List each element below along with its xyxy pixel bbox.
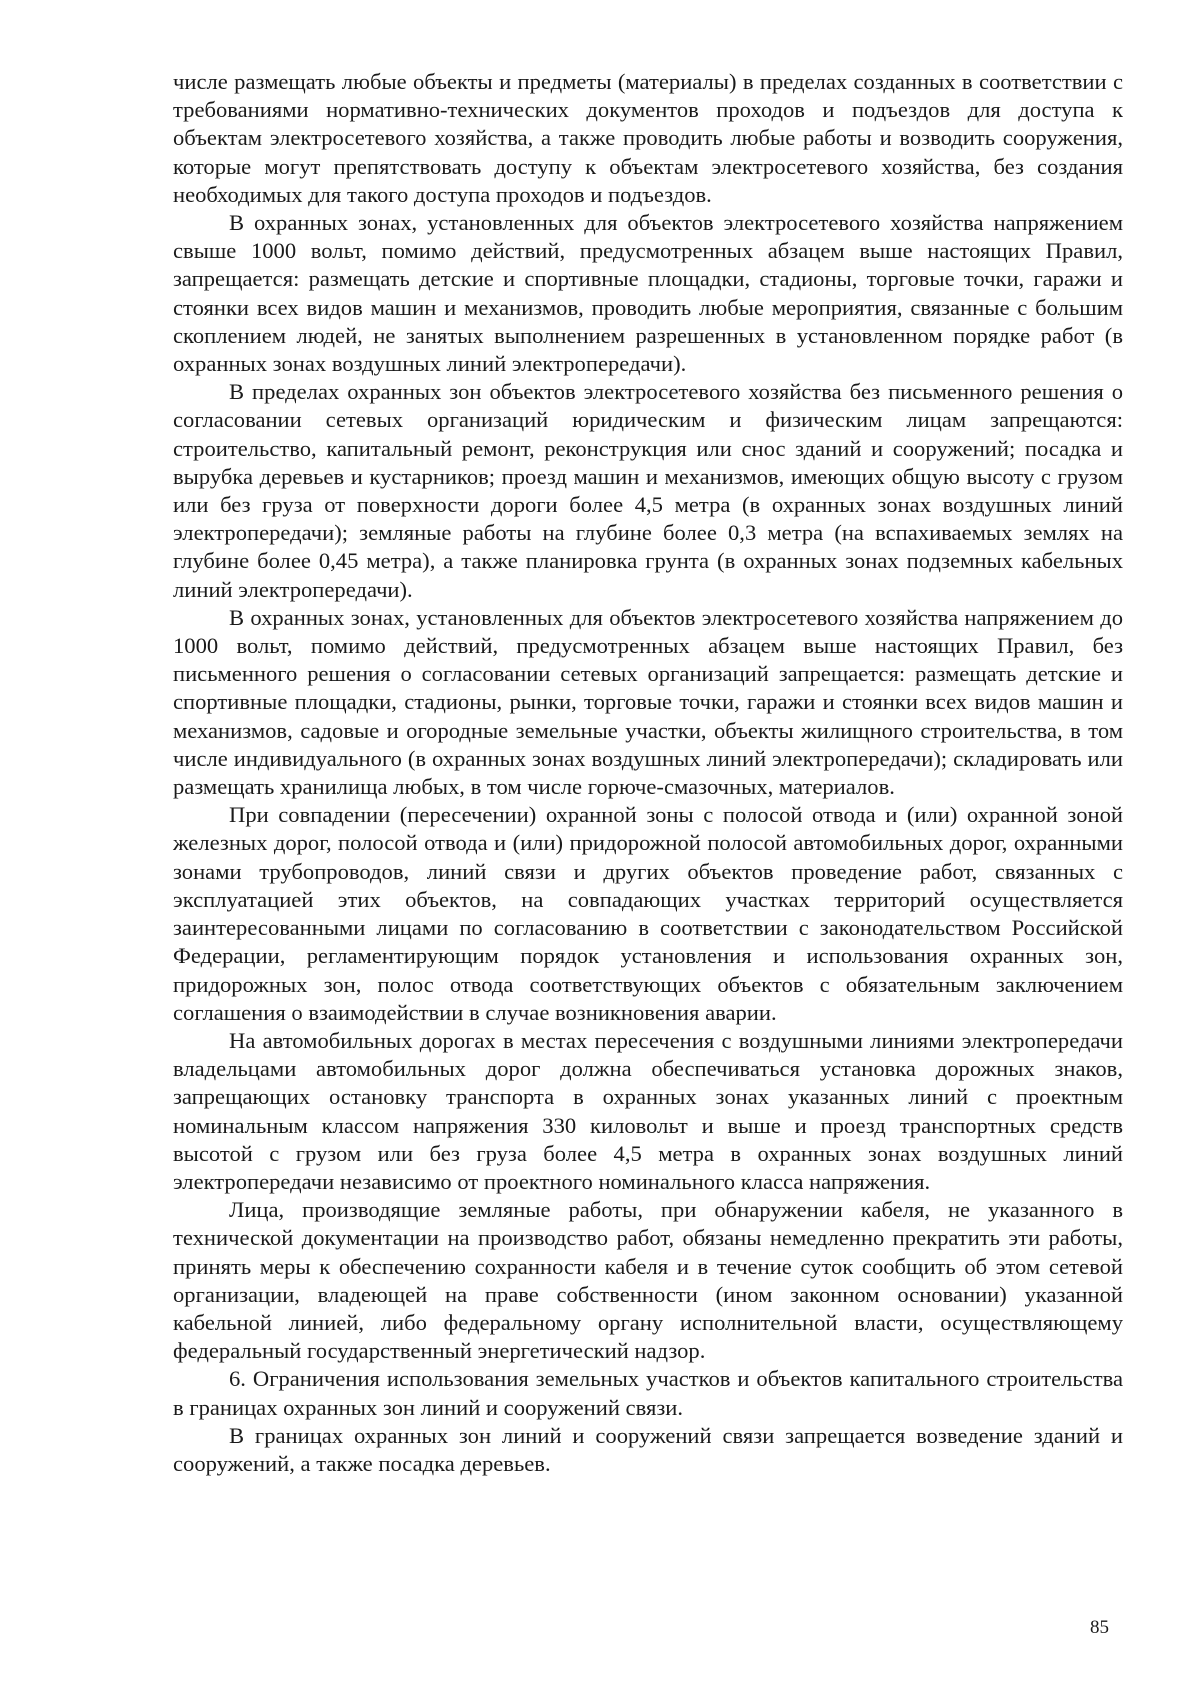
section-heading-communication-lines: 6. Ограничения использования земельных участков и объектов капитального строительства в границах охранных зон линий и сооружений связи. <box>173 1366 1123 1420</box>
paragraph-earthworks-cable: Лица, производящие земляные работы, при обнаружении кабеля, не указанного в технической документации на производство работ, обязаны немедленно прекратить эти работы, принять меры к обеспечению сохранности кабеля и в течение суток сообщить об этом сетевой организации, владеющей на праве собственности (ином законном основании) указанной кабельной линией, либо федеральному органу исполнительной власти, осуществляющему федеральный государственный энергетический надзор. <box>173 1197 1123 1364</box>
paragraph-zone-intersection: При совпадении (пересечении) охранной зоны с полосой отвода и (или) охранной зоной железных дорог, полосой отвода и (или) придорожной полосой автомобильных дорог, охранными зонами трубопроводов, линий связи и других объектов проведение работ, связанных с эксплуатацией этих объектов, на совпадающих участках территорий осуществляется заинтересованными лицами по согласованию в соответствии с законодательством Российской Федерации, регламентирующим порядок установления и использования охранных зон, придорожных зон, полос отвода соответствующих объектов с обязательным заключением соглашения о взаимодействии в случае возникновения аварии. <box>173 802 1123 1025</box>
page-number: 85 <box>1090 1617 1109 1638</box>
paragraph-communication-restrictions: В границах охранных зон линий и сооружений связи запрещается возведение зданий и сооружений, а также посадка деревьев. <box>173 1422 1123 1476</box>
paragraph-written-approval-restrictions: В пределах охранных зон объектов электросетевого хозяйства без письменного решения о согласовании сетевых организаций юридическим и физическим лицам запрещаются: строительство, капитальный ремонт, реконструкция или снос зданий и сооружений; посадка и вырубка деревьев и кустарников; проезд машин и механизмов, имеющих общую высоту с грузом или без груза от поверхности дороги более 4,5 метра (в охранных зонах воздушных линий электропередачи); земляные работы на глубине более 0,3 метра (на вспахиваемых землях на глубине более 0,45 метра), а также планировка грунта (в охранных зонах подземных кабельных линий электропередачи). <box>173 379 1123 602</box>
paragraph-low-voltage-restrictions: В охранных зонах, установленных для объектов электросетевого хозяйства напряжением до 1000 вольт, помимо действий, предусмотренных абзацем выше настоящих Правил, без письменного решения о согласовании сетевых организаций запрещается: размещать детские и спортивные площадки, стадионы, рынки, торговые точки, гаражи и стоянки всех видов машин и механизмов, садовые и огородные земельные участки, объекты жилищного строительства, в том числе индивидуального (в охранных зонах воздушных линий электропередачи); складировать или размещать хранилища любых, в том числе горюче-смазочных, материалов. <box>173 604 1123 800</box>
paragraph-road-crossings: На автомобильных дорогах в местах пересечения с воздушными линиями электропередачи владельцами автомобильных дорог должна обеспечиваться установка дорожных знаков, запрещающих остановку транспорта в охранных зонах указанных линий с проектным номинальным классом напряжения 330 киловольт и выше и проезд транспортных средств высотой с грузом или без груза более 4,5 метра в охранных зонах воздушных линий электропередачи независимо от проектного номинального класса напряжения. <box>173 1027 1123 1194</box>
document-body <box>173 68 1123 1478</box>
paragraph-high-voltage-restrictions: В охранных зонах, установленных для объектов электросетевого хозяйства напряжением свыше 1000 вольт, помимо действий, предусмотренных абзацем выше настоящих Правил, запрещается: размещать детские и спортивные площадки, стадионы, торговые точки, гаражи и стоянки всех видов машин и механизмов, проводить любые мероприятия, связанные с большим скоплением людей, не занятых выполнением разрешенных в установленном порядке работ (в охранных зонах воздушных линий электропередачи). <box>173 210 1123 377</box>
paragraph-continuation: числе размещать любые объекты и предметы (материалы) в пределах созданных в соответствии с требованиями нормативно-технических документов проходов и подъездов для доступа к объектам электросетевого хозяйства, а также проводить любые работы и возводить сооружения, которые могут препятствовать доступу к объектам электросетевого хозяйства, без создания необходимых для такого доступа проходов и подъездов. <box>173 69 1123 207</box>
